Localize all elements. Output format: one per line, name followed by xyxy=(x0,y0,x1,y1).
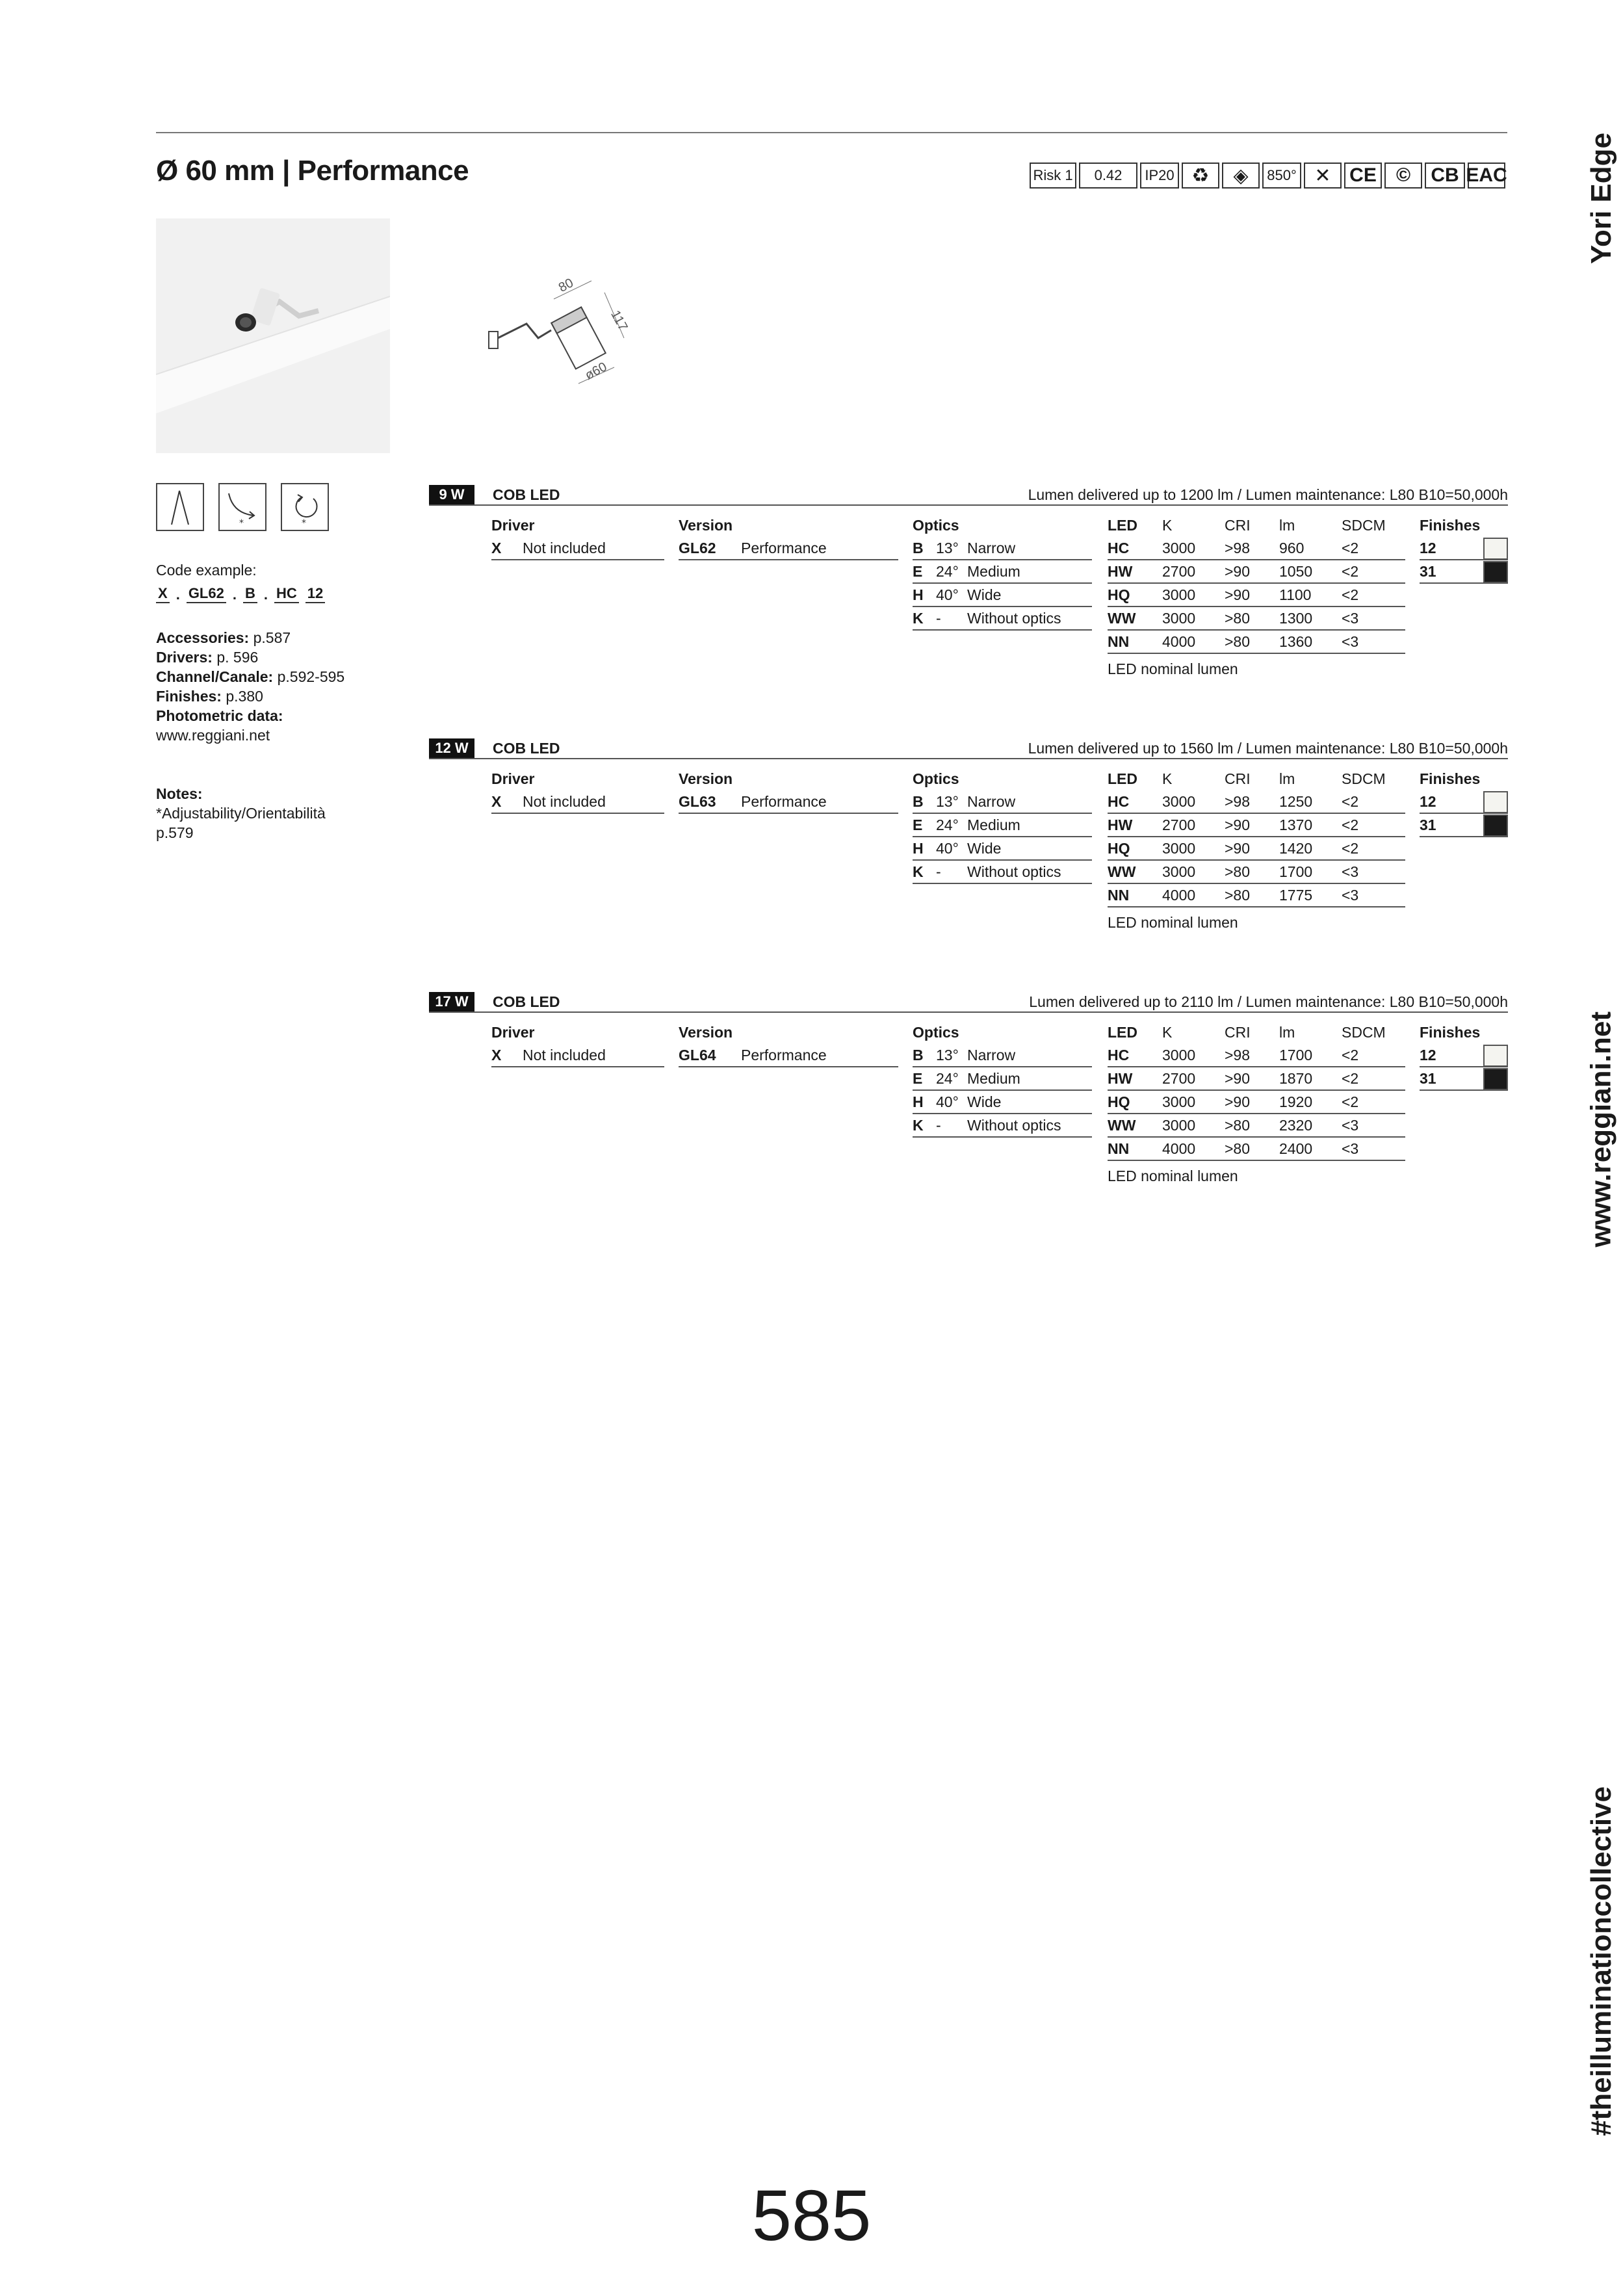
led-header-led: LED xyxy=(1108,1024,1137,1041)
optics-angle: 24° xyxy=(936,816,959,833)
svg-text:*: * xyxy=(302,518,306,528)
optics-row xyxy=(913,1067,1092,1091)
weight-badge: 0.42 xyxy=(1079,163,1137,189)
ce-mark-icon: CE xyxy=(1344,163,1382,189)
driver-code: X xyxy=(491,540,502,556)
product-section xyxy=(429,992,1508,1184)
led-code: NN xyxy=(1108,1140,1130,1157)
led-sdcm: <3 xyxy=(1342,1117,1359,1134)
led-sdcm: <2 xyxy=(1342,586,1359,603)
page-title: Ø 60 mm | Performance xyxy=(156,155,469,187)
led-cri: >98 xyxy=(1225,1047,1251,1063)
led-lumen: 1370 xyxy=(1279,816,1313,833)
photometric-ref: Photometric data: xyxy=(156,707,283,724)
led-row xyxy=(1108,1114,1405,1138)
notes-line-2: p.579 xyxy=(156,824,194,841)
optics-code: K xyxy=(913,863,924,880)
led-kelvin: 2700 xyxy=(1162,816,1196,833)
led-sdcm: <3 xyxy=(1342,1140,1359,1157)
side-hashtag: #theilluminationcollective xyxy=(1585,1786,1617,2136)
references-list xyxy=(156,628,344,745)
led-cri: >98 xyxy=(1225,793,1251,810)
led-kelvin: 3000 xyxy=(1162,586,1196,603)
ccc-mark-icon: © xyxy=(1384,163,1422,189)
led-kelvin: 4000 xyxy=(1162,633,1196,650)
finish-swatch xyxy=(1483,815,1508,837)
led-code: HW xyxy=(1108,563,1133,580)
optics-row xyxy=(913,537,1092,560)
led-header-row xyxy=(1108,514,1405,537)
optics-row xyxy=(913,814,1092,837)
led-row xyxy=(1108,631,1405,654)
finish-row xyxy=(1420,1044,1508,1067)
dim-length: 80 xyxy=(556,276,576,295)
optics-code: E xyxy=(913,816,923,833)
finish-swatch xyxy=(1483,1045,1508,1067)
version-row xyxy=(679,1044,898,1067)
led-kelvin: 3000 xyxy=(1162,1093,1196,1110)
optics-angle: 13° xyxy=(936,1047,959,1063)
led-lumen: 960 xyxy=(1279,540,1305,556)
optics-header: Optics xyxy=(913,517,959,534)
notes-label: Notes: xyxy=(156,785,203,802)
side-website: www.reggiani.net xyxy=(1585,1011,1617,1247)
led-kelvin: 3000 xyxy=(1162,863,1196,880)
recycle-icon: ♻ xyxy=(1182,163,1219,189)
source-type: COB LED xyxy=(493,740,560,757)
led-cri: >90 xyxy=(1225,816,1251,833)
finish-code: 12 xyxy=(1420,540,1436,556)
no-insulation-icon: ✕ xyxy=(1304,163,1342,189)
optics-code: K xyxy=(913,610,924,627)
version-row xyxy=(679,537,898,560)
led-cri: >98 xyxy=(1225,540,1251,556)
led-sdcm: <2 xyxy=(1342,793,1359,810)
wattage-badge: 9 W xyxy=(429,485,474,504)
photometric-url: www.reggiani.net xyxy=(156,727,270,744)
notes xyxy=(156,784,326,842)
version-code: GL62 xyxy=(679,540,716,556)
version-code: GL64 xyxy=(679,1047,716,1063)
finishes-header: Finishes xyxy=(1420,770,1481,787)
driver-row xyxy=(491,1044,664,1067)
led-header-cri: CRI xyxy=(1225,517,1251,534)
technical-drawing xyxy=(481,273,637,397)
driver-row xyxy=(491,537,664,560)
led-cri: >90 xyxy=(1225,563,1251,580)
led-code: NN xyxy=(1108,887,1130,904)
led-header-lm: lm xyxy=(1279,517,1295,534)
led-code: HW xyxy=(1108,1070,1133,1087)
optics-angle: 13° xyxy=(936,540,959,556)
beam-angle-icon xyxy=(156,483,204,531)
version-column xyxy=(679,767,898,814)
dim-diameter: ø60 xyxy=(582,359,610,383)
driver-label: Not included xyxy=(523,793,606,810)
rotation-icon xyxy=(281,483,329,531)
led-lumen: 1420 xyxy=(1279,840,1313,857)
optics-angle: 40° xyxy=(936,1093,959,1110)
led-lumen: 1250 xyxy=(1279,793,1313,810)
led-lumen: 1360 xyxy=(1279,633,1313,650)
class-icon: ◈ xyxy=(1222,163,1260,189)
led-row xyxy=(1108,814,1405,837)
risk-badge: Risk 1 xyxy=(1030,163,1076,189)
version-header: Version xyxy=(679,770,733,787)
led-sdcm: <3 xyxy=(1342,610,1359,627)
led-kelvin: 3000 xyxy=(1162,1117,1196,1134)
optics-column xyxy=(913,514,1092,631)
version-code: GL63 xyxy=(679,793,716,810)
led-row xyxy=(1108,1044,1405,1067)
optics-angle: - xyxy=(936,1117,941,1134)
led-lumen: 1100 xyxy=(1279,586,1312,603)
led-sdcm: <2 xyxy=(1342,1047,1359,1063)
driver-row xyxy=(491,790,664,814)
led-cri: >90 xyxy=(1225,1093,1251,1110)
optics-angle: 40° xyxy=(936,840,959,857)
led-cri: >90 xyxy=(1225,840,1251,857)
lumen-info: Lumen delivered up to 1200 lm / Lumen maintenance: L80 B10=50,000h xyxy=(1028,486,1508,503)
led-header-led: LED xyxy=(1108,517,1137,534)
led-row xyxy=(1108,537,1405,560)
finish-code: 12 xyxy=(1420,1047,1436,1063)
led-sdcm: <2 xyxy=(1342,563,1359,580)
optics-label: Without optics xyxy=(967,610,1061,627)
led-row xyxy=(1108,861,1405,884)
finish-row xyxy=(1420,814,1508,837)
product-section xyxy=(429,485,1508,677)
lumen-info: Lumen delivered up to 2110 lm / Lumen maintenance: L80 B10=50,000h xyxy=(1029,993,1508,1010)
version-column xyxy=(679,1021,898,1067)
version-label: Performance xyxy=(741,1047,827,1063)
drivers-ref: Drivers: p. 596 xyxy=(156,649,259,666)
channel-ref: Channel/Canale: p.592-595 xyxy=(156,668,345,685)
optics-code: E xyxy=(913,1070,923,1087)
optics-code: B xyxy=(913,793,924,810)
driver-column xyxy=(491,767,664,814)
led-sdcm: <2 xyxy=(1342,540,1359,556)
led-sdcm: <2 xyxy=(1342,1070,1359,1087)
finish-row xyxy=(1420,537,1508,560)
version-label: Performance xyxy=(741,540,827,556)
led-code: HC xyxy=(1108,1047,1130,1063)
source-type: COB LED xyxy=(493,993,560,1010)
finishes-column xyxy=(1420,1021,1508,1091)
top-rule xyxy=(156,132,1507,133)
ip-rating-badge: IP20 xyxy=(1140,163,1179,189)
driver-code: X xyxy=(491,1047,502,1063)
optics-label: Narrow xyxy=(967,1047,1016,1063)
wattage-badge: 12 W xyxy=(429,738,474,758)
led-lumen: 1700 xyxy=(1279,1047,1313,1063)
optics-label: Medium xyxy=(967,1070,1020,1087)
led-header-sdcm: SDCM xyxy=(1342,1024,1386,1041)
driver-code: X xyxy=(491,793,502,810)
section-header xyxy=(429,992,1508,1013)
led-lumen: 2400 xyxy=(1279,1140,1313,1157)
finish-swatch xyxy=(1483,561,1508,583)
code-part-driver: X xyxy=(156,585,170,603)
code-part-optics: B xyxy=(243,585,257,603)
page-number: 585 xyxy=(751,2176,872,2256)
led-header-sdcm: SDCM xyxy=(1342,770,1386,787)
driver-column xyxy=(491,514,664,560)
led-row xyxy=(1108,607,1405,631)
led-sdcm: <3 xyxy=(1342,633,1359,650)
version-label: Performance xyxy=(741,793,827,810)
led-lumen: 1870 xyxy=(1279,1070,1313,1087)
optics-code: B xyxy=(913,540,924,556)
optics-label: Wide xyxy=(967,1093,1002,1110)
led-sdcm: <2 xyxy=(1342,816,1359,833)
led-row xyxy=(1108,884,1405,907)
finish-row xyxy=(1420,1067,1508,1091)
finish-code: 12 xyxy=(1420,793,1436,810)
finishes-header: Finishes xyxy=(1420,517,1481,534)
led-kelvin: 4000 xyxy=(1162,1140,1196,1157)
optics-label: Narrow xyxy=(967,793,1016,810)
accessories-ref: Accessories: p.587 xyxy=(156,629,291,646)
driver-column xyxy=(491,1021,664,1067)
optics-column xyxy=(913,1021,1092,1138)
optics-code: B xyxy=(913,1047,924,1063)
code-example-label: Code example: xyxy=(156,562,257,579)
finish-row xyxy=(1420,560,1508,584)
led-row xyxy=(1108,1067,1405,1091)
led-column xyxy=(1108,514,1405,678)
led-header-cri: CRI xyxy=(1225,1024,1251,1041)
version-header: Version xyxy=(679,517,733,534)
optics-code: H xyxy=(913,840,924,857)
led-sdcm: <3 xyxy=(1342,863,1359,880)
finish-swatch xyxy=(1483,538,1508,560)
certification-badges xyxy=(1030,163,1505,191)
optics-label: Medium xyxy=(967,563,1020,580)
led-column xyxy=(1108,1021,1405,1185)
led-row xyxy=(1108,837,1405,861)
led-header-cri: CRI xyxy=(1225,770,1251,787)
optics-code: E xyxy=(913,563,923,580)
code-part-version: GL62 xyxy=(187,585,226,603)
svg-text:*: * xyxy=(239,518,244,528)
led-code: WW xyxy=(1108,610,1136,627)
optics-row xyxy=(913,790,1092,814)
optics-header: Optics xyxy=(913,770,959,787)
wattage-badge: 17 W xyxy=(429,992,474,1011)
optics-label: Wide xyxy=(967,586,1002,603)
led-lumen: 2320 xyxy=(1279,1117,1313,1134)
led-cri: >90 xyxy=(1225,1070,1251,1087)
led-row xyxy=(1108,560,1405,584)
led-cri: >80 xyxy=(1225,633,1251,650)
optics-label: Medium xyxy=(967,816,1020,833)
optics-code: H xyxy=(913,1093,924,1110)
led-kelvin: 3000 xyxy=(1162,1047,1196,1063)
led-nominal-note: LED nominal lumen xyxy=(1108,914,1238,931)
led-cri: >90 xyxy=(1225,586,1251,603)
optics-label: Narrow xyxy=(967,540,1016,556)
optics-angle: 13° xyxy=(936,793,959,810)
optics-column xyxy=(913,767,1092,884)
led-sdcm: <2 xyxy=(1342,840,1359,857)
lumen-info: Lumen delivered up to 1560 lm / Lumen maintenance: L80 B10=50,000h xyxy=(1028,740,1508,757)
optics-row xyxy=(913,1091,1092,1114)
led-cri: >80 xyxy=(1225,887,1251,904)
product-section xyxy=(429,738,1508,931)
led-kelvin: 2700 xyxy=(1162,1070,1196,1087)
driver-header: Driver xyxy=(491,1024,535,1041)
code-part-led: HC xyxy=(274,585,299,603)
led-nominal-note: LED nominal lumen xyxy=(1108,1168,1238,1184)
side-product-name: Yori Edge xyxy=(1585,133,1617,265)
code-example: X . GL62 . B . HC 12 xyxy=(156,585,325,603)
finish-row xyxy=(1420,790,1508,814)
optics-code: K xyxy=(913,1117,924,1134)
led-row xyxy=(1108,1138,1405,1161)
driver-header: Driver xyxy=(491,517,535,534)
finishes-ref: Finishes: p.380 xyxy=(156,688,263,705)
optics-row xyxy=(913,1114,1092,1138)
optics-row xyxy=(913,837,1092,861)
finish-swatch xyxy=(1483,791,1508,813)
finish-swatch xyxy=(1483,1068,1508,1090)
led-kelvin: 3000 xyxy=(1162,793,1196,810)
finishes-header: Finishes xyxy=(1420,1024,1481,1041)
led-sdcm: <3 xyxy=(1342,887,1359,904)
led-code: HC xyxy=(1108,793,1130,810)
tilt-icon xyxy=(218,483,266,531)
led-header-lm: lm xyxy=(1279,770,1295,787)
optics-row xyxy=(913,1044,1092,1067)
optics-angle: - xyxy=(936,863,941,880)
optics-label: Without optics xyxy=(967,863,1061,880)
driver-label: Not included xyxy=(523,1047,606,1063)
led-sdcm: <2 xyxy=(1342,1093,1359,1110)
code-part-finish: 12 xyxy=(305,585,325,603)
optics-row xyxy=(913,861,1092,884)
led-lumen: 1700 xyxy=(1279,863,1313,880)
led-lumen: 1775 xyxy=(1279,887,1313,904)
led-kelvin: 3000 xyxy=(1162,610,1196,627)
notes-line-1: *Adjustability/Orientabilità xyxy=(156,805,326,822)
led-header-row xyxy=(1108,1021,1405,1044)
led-code: WW xyxy=(1108,863,1136,880)
optics-code: H xyxy=(913,586,924,603)
led-code: HW xyxy=(1108,816,1133,833)
optics-label: Wide xyxy=(967,840,1002,857)
version-row xyxy=(679,790,898,814)
optics-header: Optics xyxy=(913,1024,959,1041)
led-code: HQ xyxy=(1108,840,1130,857)
led-row xyxy=(1108,584,1405,607)
finish-code: 31 xyxy=(1420,1070,1436,1087)
optics-row xyxy=(913,584,1092,607)
led-header-row xyxy=(1108,767,1405,790)
led-cri: >80 xyxy=(1225,610,1251,627)
led-row xyxy=(1108,790,1405,814)
section-header xyxy=(429,485,1508,506)
led-header-sdcm: SDCM xyxy=(1342,517,1386,534)
led-code: WW xyxy=(1108,1117,1136,1134)
led-code: NN xyxy=(1108,633,1130,650)
source-type: COB LED xyxy=(493,486,560,503)
finishes-column xyxy=(1420,514,1508,584)
driver-header: Driver xyxy=(491,770,535,787)
optics-label: Without optics xyxy=(967,1117,1061,1134)
eac-mark-icon: EAC xyxy=(1468,163,1505,189)
temperature-badge: 850° xyxy=(1262,163,1301,189)
optics-row xyxy=(913,607,1092,631)
led-lumen: 1050 xyxy=(1279,563,1313,580)
led-header-lm: lm xyxy=(1279,1024,1295,1041)
led-code: HQ xyxy=(1108,586,1130,603)
led-nominal-note: LED nominal lumen xyxy=(1108,660,1238,677)
led-column xyxy=(1108,767,1405,932)
led-header-k: K xyxy=(1162,770,1173,787)
cb-mark-icon: CB xyxy=(1425,163,1465,189)
led-cri: >80 xyxy=(1225,863,1251,880)
led-code: HQ xyxy=(1108,1093,1130,1110)
led-lumen: 1920 xyxy=(1279,1093,1313,1110)
dim-height: 117 xyxy=(608,308,630,333)
led-cri: >80 xyxy=(1225,1117,1251,1134)
version-header: Version xyxy=(679,1024,733,1041)
led-kelvin: 3000 xyxy=(1162,540,1196,556)
led-header-k: K xyxy=(1162,517,1173,534)
optics-row xyxy=(913,560,1092,584)
finish-code: 31 xyxy=(1420,563,1436,580)
led-kelvin: 4000 xyxy=(1162,887,1196,904)
driver-label: Not included xyxy=(523,540,606,556)
led-code: HC xyxy=(1108,540,1130,556)
led-lumen: 1300 xyxy=(1279,610,1313,627)
optics-angle: 40° xyxy=(936,586,959,603)
section-header xyxy=(429,738,1508,759)
finish-code: 31 xyxy=(1420,816,1436,833)
led-cri: >80 xyxy=(1225,1140,1251,1157)
optics-angle: 24° xyxy=(936,1070,959,1087)
led-header-led: LED xyxy=(1108,770,1137,787)
led-row xyxy=(1108,1091,1405,1114)
finishes-column xyxy=(1420,767,1508,837)
product-photo xyxy=(156,218,390,453)
led-kelvin: 2700 xyxy=(1162,563,1196,580)
version-column xyxy=(679,514,898,560)
optics-angle: 24° xyxy=(936,563,959,580)
led-header-k: K xyxy=(1162,1024,1173,1041)
optics-angle: - xyxy=(936,610,941,627)
led-kelvin: 3000 xyxy=(1162,840,1196,857)
